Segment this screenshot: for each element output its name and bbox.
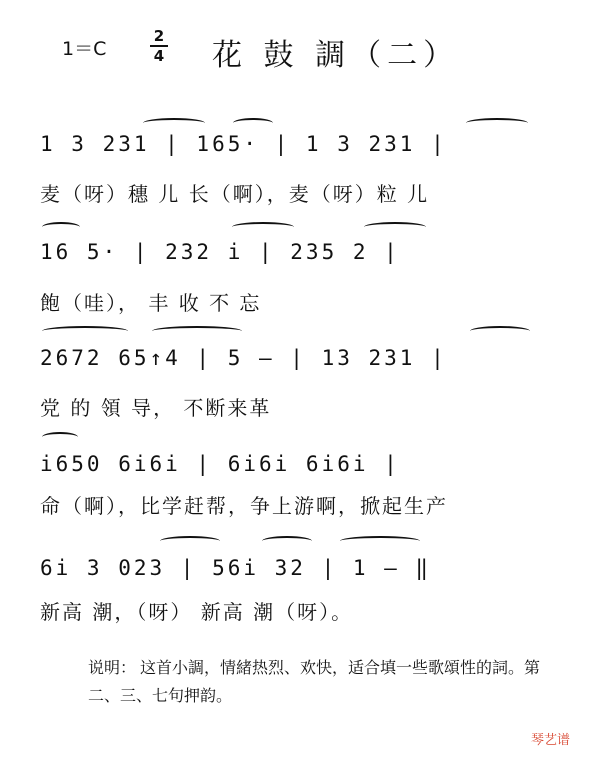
slur <box>42 326 128 336</box>
slur <box>152 326 242 336</box>
description-label: 说明： <box>88 658 137 677</box>
watermark-logo: 琴艺谱 <box>530 733 570 748</box>
time-signature <box>150 28 168 64</box>
notation-row-3: 2672 65↑4 | 5 — | 13 231 | <box>40 346 447 370</box>
slur <box>470 326 530 336</box>
key-signature: 1＝C <box>62 38 107 60</box>
slur <box>233 118 273 128</box>
slur <box>160 536 220 546</box>
lyrics-row-5: 新高 潮，（呀） 新高 潮（呀）。 <box>40 600 354 624</box>
lyrics-row-4: 命（啊），比学赶帮，争上游啊，掀起生产 <box>40 494 448 518</box>
lyrics-row-2: 飽（哇）， 丰 收 不 忘 <box>40 291 262 315</box>
song-title: 花 鼓 調（二） <box>212 38 460 73</box>
time-signature-bottom: 4 <box>153 47 165 65</box>
notation-row-5: 6i 3 023 | 56i 32 | 1 — ‖ <box>40 556 432 580</box>
notation-row-2: 16 5· | 232 i | 235 2 | <box>40 240 400 264</box>
time-signature-top: 2 <box>153 27 165 45</box>
slur <box>143 118 205 128</box>
slur <box>262 536 312 546</box>
slur <box>466 118 528 128</box>
notation-row-4: i650 6i6i | 6i6i 6i6i | <box>40 452 400 476</box>
description-text: 这首小調，情緒热烈、欢快，适合填一些歌頌性的詞。第二、三、七句押韵。 <box>88 658 541 705</box>
description <box>88 654 548 710</box>
slur <box>42 222 80 232</box>
slur <box>340 536 420 546</box>
lyrics-row-3: 党 的 領 导， 不断来革 <box>40 396 272 420</box>
notation-row-1: 1 3 231 | 165· | 1 3 231 | <box>40 132 447 156</box>
lyrics-row-1: 麦（呀）穗 儿 长（啊），麦（呀）粒 儿 <box>40 182 430 206</box>
slur <box>232 222 294 232</box>
slur <box>364 222 426 232</box>
slur <box>42 432 78 442</box>
